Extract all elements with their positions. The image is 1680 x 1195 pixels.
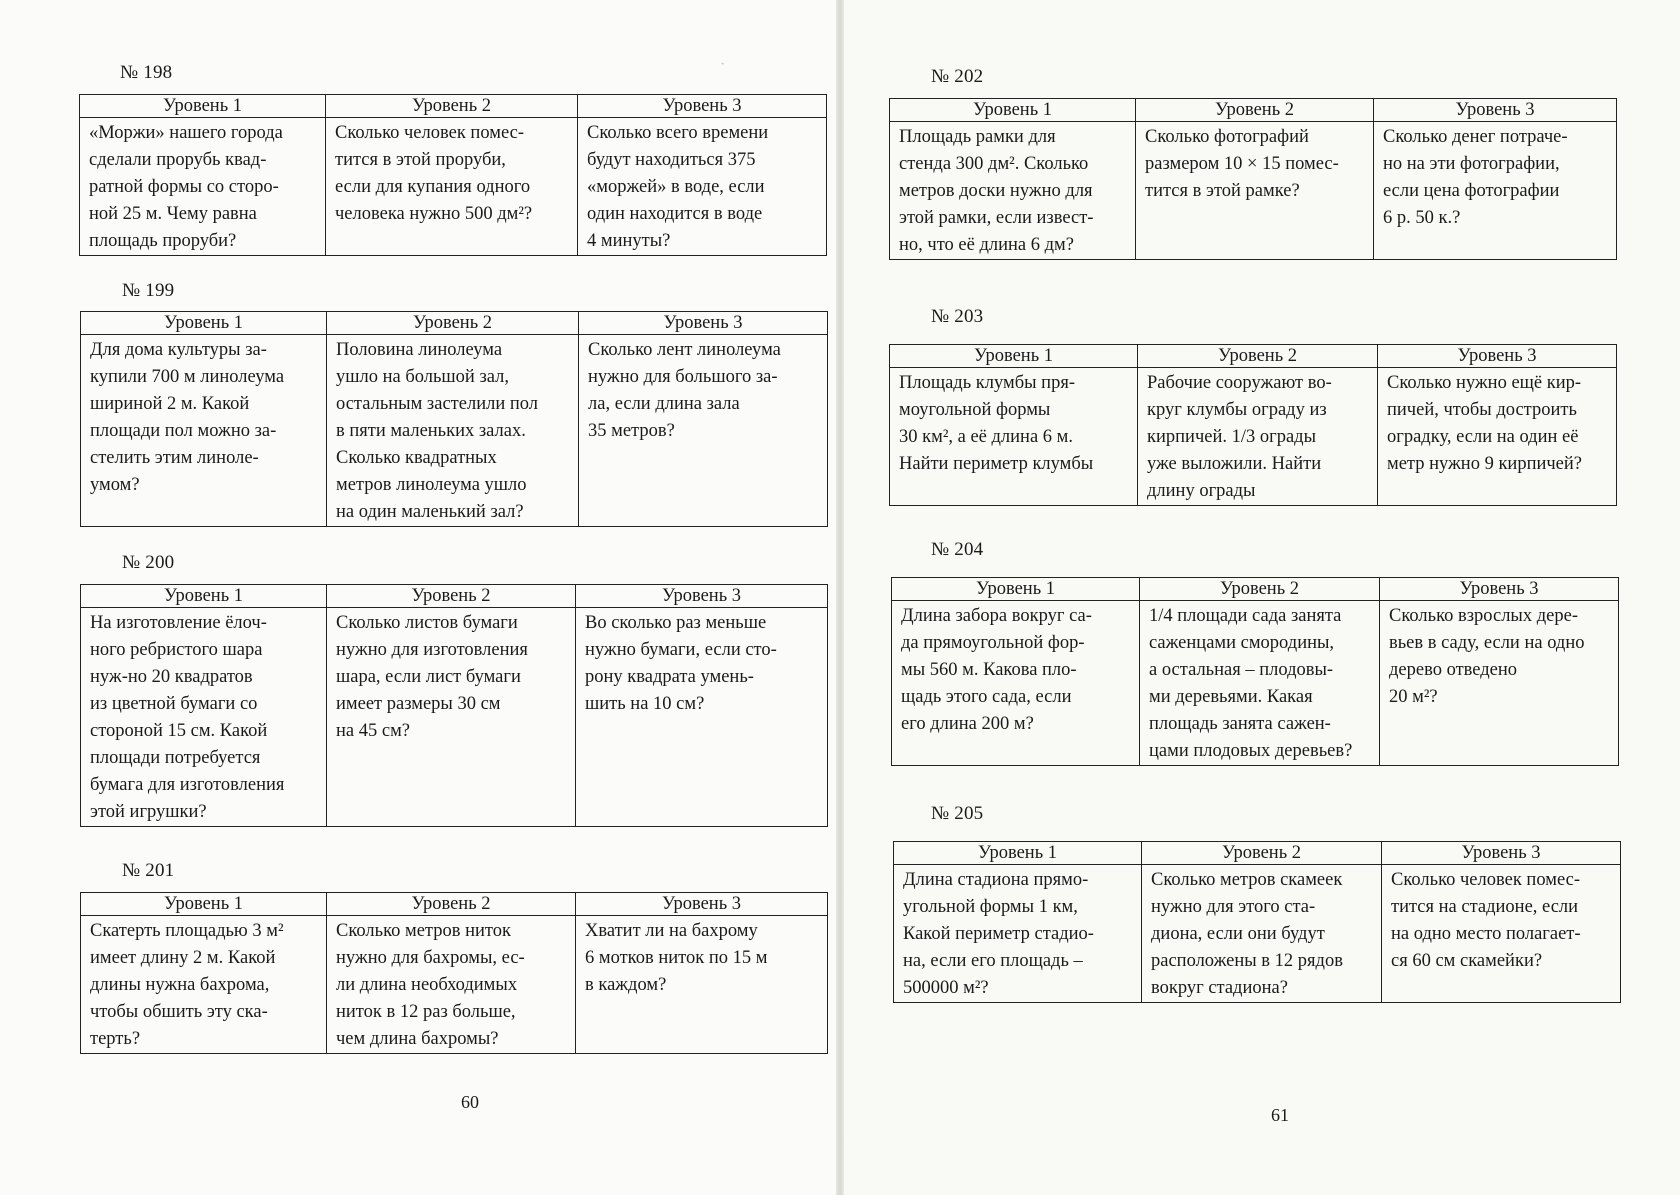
task-text-line: терть? <box>90 1029 141 1049</box>
task-row <box>892 601 1619 766</box>
page-number: 60 <box>461 1092 479 1112</box>
task-text-line: ми деревьями. Какая <box>1149 687 1313 707</box>
level-header-row <box>81 312 828 335</box>
task-text-line: Хватит ли на бахрому <box>585 921 758 941</box>
task-text-line: 4 минуты? <box>587 231 671 251</box>
task-text-line: Сколько метров скамеек <box>1151 870 1343 890</box>
task-text-line: один находится в воде <box>587 204 763 224</box>
level-header-row <box>894 842 1621 865</box>
task-table <box>80 584 828 827</box>
task-number: № 200 <box>122 552 175 573</box>
task-row <box>81 916 828 1054</box>
task-text-line: моугольной формы <box>899 400 1051 420</box>
task-text-line: площадь занята сажен- <box>1149 714 1331 734</box>
task-text-line: этой игрушки? <box>90 802 207 822</box>
task-number: № 203 <box>931 306 984 327</box>
task-text-line: длину ограды <box>1147 481 1256 501</box>
level-header: Уровень 2 <box>326 95 578 118</box>
task-text-line: его длина 200 м? <box>901 714 1034 734</box>
task-text-line: тится в этой проруби, <box>335 150 506 170</box>
task-text-line: Найти периметр клумбы <box>899 454 1094 474</box>
task-cell <box>1142 865 1382 1003</box>
task-text-line: на одно место полагает- <box>1391 924 1581 944</box>
level-header: Уровень 2 <box>1142 842 1382 865</box>
task-text-line: стелить этим линоле- <box>90 448 259 468</box>
task-text-line: на, если его площадь – <box>903 951 1083 971</box>
level-header: Уровень 3 <box>1374 99 1617 122</box>
task-text-line: нуж-но 20 квадратов <box>90 667 253 687</box>
task-number: № 199 <box>122 280 175 301</box>
task-cell <box>80 118 326 256</box>
level-header: Уровень 1 <box>892 578 1140 601</box>
task-text-line: ниток в 12 раз больше, <box>336 1002 516 1022</box>
level-header-row <box>890 99 1617 122</box>
level-header: Уровень 1 <box>81 312 327 335</box>
task-table <box>80 311 828 527</box>
task-text-line: Сколько лент линолеума <box>588 340 781 360</box>
level-header: Уровень 1 <box>890 345 1138 368</box>
task-text-line: Для дома культуры за- <box>90 340 267 360</box>
task-table <box>889 344 1617 506</box>
task-text-line: нужно для изготовления <box>336 640 528 660</box>
task-cell <box>81 608 327 827</box>
task-text-line: 30 км², а её длина 6 м. <box>899 427 1073 447</box>
task-text-line: 20 м²? <box>1389 687 1438 707</box>
task-cell <box>1138 368 1378 506</box>
task-text-line: бумага для изготовления <box>90 775 285 795</box>
task-text-line: Сколько всего времени <box>587 123 769 143</box>
task-text-line: человека нужно 500 дм²? <box>335 204 533 224</box>
task-text-line: Сколько метров ниток <box>336 921 511 941</box>
task-text-line: Площадь клумбы пря- <box>899 373 1075 393</box>
task-text-line: рону квадрата умень- <box>585 667 754 687</box>
level-header-row <box>81 893 828 916</box>
level-header: Уровень 3 <box>1378 345 1617 368</box>
task-cell <box>81 335 327 527</box>
task-text-line: ся 60 см скамейки? <box>1391 951 1543 971</box>
level-header: Уровень 3 <box>1382 842 1621 865</box>
task-text-line: 35 метров? <box>588 421 675 441</box>
task-text-line: ла, если длина зала <box>588 394 740 414</box>
level-header: Уровень 1 <box>80 95 326 118</box>
level-header: Уровень 3 <box>576 893 828 916</box>
task-cell <box>1136 122 1374 260</box>
level-header: Уровень 2 <box>1140 578 1380 601</box>
task-number: № 198 <box>120 62 173 83</box>
task-cell <box>327 335 579 527</box>
task-text-line: будут находиться 375 <box>587 150 756 170</box>
task-text-line: нужно бумаги, если сто- <box>585 640 777 660</box>
task-text-line: если для купания одного <box>335 177 531 197</box>
task-text-line: длины нужна бахрома, <box>90 975 270 995</box>
task-cell <box>326 118 578 256</box>
level-header: Уровень 3 <box>578 95 827 118</box>
task-table <box>80 892 828 1054</box>
task-text-line: цами плодовых деревьев? <box>1149 741 1353 761</box>
task-number: № 205 <box>931 803 984 824</box>
task-text-line: а остальная – плодовы- <box>1149 660 1334 680</box>
level-header-row <box>890 345 1617 368</box>
level-header: Уровень 2 <box>1138 345 1378 368</box>
task-text-line: мы 560 м. Какова пло- <box>901 660 1077 680</box>
task-number: № 201 <box>122 860 175 881</box>
task-text-line: шить на 10 см? <box>585 694 705 714</box>
task-row <box>890 122 1617 260</box>
task-text-line: диона, если они будут <box>1151 924 1325 944</box>
task-text-line: ушло на большой зал, <box>336 367 509 387</box>
task-cell <box>81 916 327 1054</box>
task-text-line: метров линолеума ушло <box>336 475 527 495</box>
task-text-line: Во сколько раз меньше <box>585 613 767 633</box>
task-text-line: тится на стадионе, если <box>1391 897 1579 917</box>
task-text-line: расположены в 12 рядов <box>1151 951 1343 971</box>
task-text-line: Сколько нужно ещё кир- <box>1387 373 1582 393</box>
task-text-line: ной 25 м. Чему равна <box>89 204 257 224</box>
task-row <box>81 335 828 527</box>
level-header: Уровень 3 <box>579 312 828 335</box>
task-text-line: имеет размеры 30 см <box>336 694 501 714</box>
task-row <box>81 608 828 827</box>
task-table <box>889 98 1617 260</box>
task-cell <box>327 916 576 1054</box>
task-text-line: в пяти маленьких залах. <box>336 421 526 441</box>
task-text-line: 500000 м²? <box>903 978 989 998</box>
task-cell <box>890 122 1136 260</box>
book-spine <box>836 0 844 1195</box>
task-cell <box>1378 368 1617 506</box>
task-text-line: Сколько человек помес- <box>335 123 524 143</box>
task-row <box>80 118 827 256</box>
level-header: Уровень 2 <box>1136 99 1374 122</box>
task-text-line: дерево отведено <box>1389 660 1518 680</box>
task-text-line: ратной формы со сторо- <box>89 177 279 197</box>
task-text-line: да прямоугольной фор- <box>901 633 1085 653</box>
task-text-line: метров доски нужно для <box>899 181 1093 201</box>
task-number: № 202 <box>931 66 984 87</box>
task-table <box>891 577 1619 766</box>
task-text-line: на 45 см? <box>336 721 410 741</box>
task-text-line: Сколько листов бумаги <box>336 613 518 633</box>
task-text-line: тится в этой рамке? <box>1145 181 1300 201</box>
task-text-line: вьев в саду, если на одно <box>1389 633 1585 653</box>
task-text-line: стороной 15 см. Какой <box>90 721 268 741</box>
task-text-line: ного ребристого шара <box>90 640 263 660</box>
task-cell <box>1140 601 1380 766</box>
task-table <box>79 94 827 256</box>
task-text-line: нужно для этого ста- <box>1151 897 1316 917</box>
task-text-line: На изготовление ёлоч- <box>90 613 267 633</box>
task-text-line: Половина линолеума <box>336 340 503 360</box>
task-text-line: Сколько денег потраче- <box>1383 127 1568 147</box>
task-text-line: кирпичей. 1/3 ограды <box>1147 427 1317 447</box>
task-text-line: остальным застелили пол <box>336 394 538 414</box>
task-row <box>890 368 1617 506</box>
task-text-line: Сколько фотографий <box>1145 127 1309 147</box>
task-text-line: чтобы обшить эту ска- <box>90 1002 268 1022</box>
task-text-line: шара, если лист бумаги <box>336 667 521 687</box>
task-text-line: в каждом? <box>585 975 667 995</box>
level-header: Уровень 2 <box>327 312 579 335</box>
task-text-line: Сколько взрослых дере- <box>1389 606 1578 626</box>
task-text-line: Рабочие сооружают во- <box>1147 373 1332 393</box>
task-text-line: ли длина необходимых <box>336 975 518 995</box>
task-text-line: 1/4 площади сада занята <box>1149 606 1342 626</box>
level-header-row <box>80 95 827 118</box>
task-text-line: оградку, если на один её <box>1387 427 1579 447</box>
task-cell <box>1380 601 1619 766</box>
task-text-line: стенда 300 дм². Сколько <box>899 154 1089 174</box>
level-header-row <box>892 578 1619 601</box>
level-header: Уровень 1 <box>894 842 1142 865</box>
task-text-line: имеет длину 2 м. Какой <box>90 948 276 968</box>
task-text-line: если цена фотографии <box>1383 181 1560 201</box>
task-text-line: «моржей» в воде, если <box>587 177 765 197</box>
task-cell <box>579 335 828 527</box>
task-text-line: нужно для большого за- <box>588 367 778 387</box>
task-text-line: Площадь рамки для <box>899 127 1056 147</box>
task-text-line: умом? <box>90 475 140 495</box>
level-header: Уровень 3 <box>576 585 828 608</box>
task-text-line: нужно для бахромы, ес- <box>336 948 525 968</box>
level-header: Уровень 2 <box>327 585 576 608</box>
task-text-line: шириной 2 м. Какой <box>90 394 250 414</box>
task-text-line: Сколько квадратных <box>336 448 497 468</box>
task-cell <box>890 368 1138 506</box>
task-text-line: Длина стадиона прямо- <box>903 870 1089 890</box>
bleed-through-mark: · <box>720 56 726 73</box>
task-text-line: уже выложили. Найти <box>1147 454 1322 474</box>
task-text-line: площадь проруби? <box>89 231 237 251</box>
task-text-line: площади пол можно за- <box>90 421 277 441</box>
task-row <box>894 865 1621 1003</box>
task-cell <box>327 608 576 827</box>
task-text-line: на один маленький зал? <box>336 502 524 522</box>
level-header: Уровень 2 <box>327 893 576 916</box>
task-text-line: размером 10 × 15 помес- <box>1145 154 1339 174</box>
task-text-line: «Моржи» нашего города <box>89 123 283 143</box>
level-header: Уровень 1 <box>890 99 1136 122</box>
task-text-line: из цветной бумаги со <box>90 694 258 714</box>
task-cell <box>578 118 827 256</box>
task-table <box>893 841 1621 1003</box>
task-text-line: круг клумбы ограду из <box>1147 400 1327 420</box>
task-text-line: 6 мотков ниток по 15 м <box>585 948 768 968</box>
task-text-line: площади потребуется <box>90 748 261 768</box>
task-cell <box>576 608 828 827</box>
task-text-line: Скатерть площадью 3 м² <box>90 921 284 941</box>
task-text-line: Сколько человек помес- <box>1391 870 1580 890</box>
task-text-line: 6 р. 50 к.? <box>1383 208 1461 228</box>
level-header: Уровень 1 <box>81 585 327 608</box>
task-number: № 204 <box>931 539 984 560</box>
level-header: Уровень 1 <box>81 893 327 916</box>
task-text-line: этой рамки, если извест- <box>899 208 1094 228</box>
page-number: 61 <box>1271 1105 1289 1125</box>
task-text-line: чем длина бахромы? <box>336 1029 499 1049</box>
task-text-line: пичей, чтобы достроить <box>1387 400 1577 420</box>
task-text-line: сделали прорубь квад- <box>89 150 267 170</box>
task-text-line: саженцами смородины, <box>1149 633 1335 653</box>
task-cell <box>1374 122 1617 260</box>
task-cell <box>894 865 1142 1003</box>
task-text-line: щадь этого сада, если <box>901 687 1072 707</box>
task-text-line: Какой периметр стадио- <box>903 924 1094 944</box>
task-text-line: угольной формы 1 км, <box>903 897 1078 917</box>
task-text-line: вокруг стадиона? <box>1151 978 1288 998</box>
task-text-line: купили 700 м линолеума <box>90 367 285 387</box>
task-text-line: Длина забора вокруг са- <box>901 606 1092 626</box>
task-cell <box>1382 865 1621 1003</box>
level-header: Уровень 3 <box>1380 578 1619 601</box>
task-text-line: метр нужно 9 кирпичей? <box>1387 454 1583 474</box>
level-header-row <box>81 585 828 608</box>
task-cell <box>892 601 1140 766</box>
task-cell <box>576 916 828 1054</box>
task-text-line: но на эти фотографии, <box>1383 154 1560 174</box>
task-text-line: но, что её длина 6 дм? <box>899 235 1074 255</box>
